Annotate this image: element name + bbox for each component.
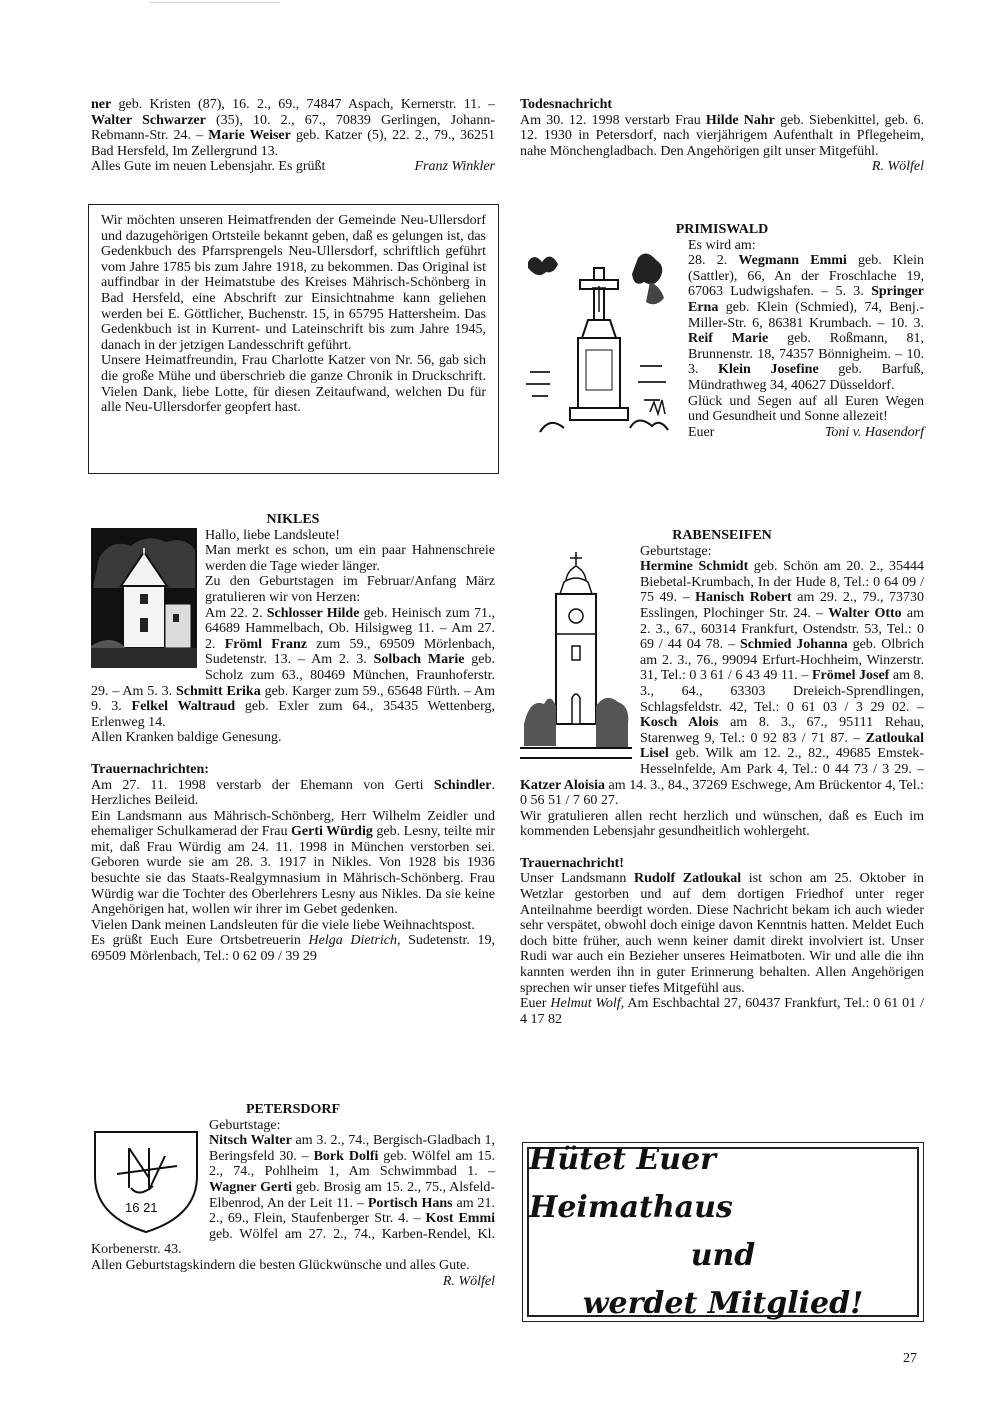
slogan-line-2: und [690,1238,756,1273]
petersdorf-section [91,1102,495,1289]
crest-emblem [91,1126,201,1236]
mourning-title: Trauernachricht! [520,855,624,871]
closing-text: Allen Geburtstagskindern die besten Glückwünsche und alles Gute. [91,1257,470,1273]
section-subtitle: Geburtstage: [209,1117,281,1133]
wishes: Glück und Segen auf all Euren Wegen und Gesundheit und Sonne allezeit! [688,393,924,425]
signature-line: R. Wölfel [442,1273,495,1289]
mourning-title: Trauernachrichten: [91,761,209,777]
mourning-2: Ein Landsmann aus Mährisch-Schönberg, Herr Wilhelm Zeidler und ehemaliger Schulkamerad der Frau Gerti Würdig geb. Lesny, teilte mir mit, daß Frau Würdig am 24. 11. 1998 in München verstorben sei. Geboren wurde sie am 28. 3. 1917 in Nikles. Von 1928 bis 1936 besuchte sie das Staats-Realgymnasium in Mährisch-Schönberg. Frau Würdig war die Tochter des Oberlehrers Lesny aus Nikles. Da sie keine Angehörigen hat, wollen wir ihrer im Gebet gedenken. [91,808,496,918]
rabenseifen-section [520,528,924,1027]
church-tower-image [91,528,197,668]
slogan-line-3: werdet Mitglied! [582,1286,864,1321]
birthday-list: 28. 2. Wegmann Emmi geb. Klein (Sattler), 66, An der Froschlache 19, 67063 Ludwigshafen. – 5. 3. Springer Erna geb. Klein (Schmied), 74, Benj.-Miller-Str. 6, 86381 Krumbach. – 10. 3. Reif Marie geb. Roßmann, 81, Brunnenstr. 18, 74357 Bönnigheim. – 10. 3. Klein Josefine geb. Barfuß, Mündrathweg 34, 40627 Düsseldorf. [688,253,925,393]
nikles-section [91,512,495,965]
mourning-text: Unser Landsmann Rudolf Zatloukal ist schon am 25. Oktober in Wetzlar gestorben und auf dem dortigen Friedhof unter reger Anteilnahme beerdigt worden. Diese Nachricht bekam ich auch wieder sehr verspätet, obwohl doch einige davon Kenntnis hatten. Meldet Euch doch bitte früher, auch wenn keiner damit direkt involviert ist. Unser Rudi war auch ein Bezieher unseres Heimatboten. Wir und alle die ihn kannten werden ihn in guter Erinnerung behalten. Allen Angehörigen sprechen wir unser tiefes Mitgefühl aus. [520,871,924,996]
notice-box [88,204,499,474]
primiswald-section [520,222,924,444]
greeting: Hallo, liebe Landsleute! [205,527,340,543]
notice-paragraph-1: Wir möchten unseren Heimatfrenden der Gemeinde Neu-Ullersdorf und dazugehörigen Ortsteile bekannt geben, daß es gelungen ist, das Gedenkbuch des Pfarrsprengels Neu-Ullersdorf, schriftlich geführt vom Jahre 1785 bis zum Jahre 1918, zu bekommen. Das Original ist auffindbar in der Heimatstube des Kreises Mährisch-Schönberg in Bad Hersfeld, eine Abschrift zur Einsichtnahme kann geliehen werden bei E. Göttlicher, Buchenstr. 15, in 65795 Hattersheim. Das Gedenkbuch ist in Kurrent- und Lateinschrift bis zum Jahre 1945, danach in der jetzigen Landesschrift geführt. [101,213,486,353]
intro-text-2: Zu den Geburtstagen im Februar/Anfang März gratulieren wir von Herzen: [205,574,495,605]
thanks: Vielen Dank meinen Landsleuten für die viele liebe Weihnachtspost. [91,917,475,933]
slogan-frame [527,1142,919,1321]
crest-year: 16 21 [125,1199,158,1215]
section-title: PRIMISWALD [675,222,769,237]
section-title: RABENSEIFEN [672,528,772,543]
birthday-list: Nitsch Walter am 3. 2., 74., Bergisch-Gladbach 1, Beringsfeld 30. – Bork Dolfi geb. Wölfel am 15. 2., 74., Pohlheim 1, Am Schwimmbad 1. – Wagner Gerti geb. Brosig am 15. 2., 75., Alsfeld-Elbenrod, An der Leit 11. – Portisch Hans am 21. 2., 69., Flein, Staufenberger Str. 4. – Kost Emmi geb. Wölfel am 27. 2., 74., Karben-Rendel, Kl. Korbenerstr. 43. [91,1133,496,1258]
todesnachricht-section [520,97,924,175]
signature-line: Alles Gute im neuen Lebensjahr. Es grüßt Franz Winkler [91,159,495,175]
mourning-1: Am 27. 11. 1998 verstarb der Ehemann von Gerti Schindler. Herzliches Beileid. [91,777,495,809]
section-title: PETERSDORF [245,1102,341,1117]
signature-line: R. Wölfel [871,159,924,175]
wayside-cross-image [520,242,680,442]
intro-text: Man merkt es schon, um ein paar Hahnenschreie werden die Tage wieder länger. [205,543,495,574]
death-notice: Am 30. 12. 1998 verstarb Frau Hilde Nahr geb. Siebenkittel, geb. 6. 12. 1930 in Petersdorf, nach vierjährigem Aufenthalt in Pflegeheim, nahe Mönchengladbach. Den Angehörigen gilt unser Mitgefühl. [520,112,924,159]
scan-edge-line [150,2,280,3]
notice-paragraph-2: Unsere Heimatfreundin, Frau Charlotte Katzer von Nr. 56, gab sich die große Mühe und überschrieb die ganze Chronik in Druckschrift. Vielen Dank, liebe Lotte, für diesen Zeitaufwand, welchen Du für alle Neu-Ullersdorfer geopfert hast. [101,353,486,416]
signature: Euer Helmut Wolf, Am Eschbachtal 27, 60437 Frankfurt, Tel.: 0 61 01 / 4 17 82 [520,996,924,1027]
section-subtitle: Geburtstage: [640,543,712,559]
slogan-box [522,1142,924,1322]
section-subtitle: Es wird am: [688,237,756,253]
section-title: NIKLES [266,512,320,527]
birthday-list-continued: ner geb. Kristen (87), 16. 2., 69., 74847 Aspach, Kernerstr. 11. – Walter Schwarzer (35), 10. 2., 67., 70839 Gerlingen, Johann-Rebmann-Str. 24. – Marie Weiser geb. Katzer (5), 22. 2., 79., 36251 Bad Hersfeld, Im Zellergrund 13. [91,97,496,159]
wishes: Wir gratulieren allen recht herzlich und wünschen, daß es Euch im kommenden Lebensjahr gesundheitlich wohlergeht. [520,808,924,840]
church-drawing [520,548,632,768]
signature-line: Euer Toni v. Hasendorf [688,424,924,440]
sick-wishes: Allen Kranken baldige Genesung. [91,730,282,746]
page-number: 27 [903,1351,917,1366]
birthday-list: Hermine Schmidt geb. Schön am 20. 2., 35444 Biebetal-Krumbach, In der Hude 8, Tel.: 0 64 09 / 75 49. – Hanisch Robert am 29. 2., 79., 73730 Esslingen, Plochinger Str. 24. – Walter Otto am 2. 3., 67., 60314 Frankfurt, Ostendstr. 53, Tel.: 0 69 / 44 04 78. – Schmied Johanna geb. Olbrich am 2. 3., 76., 99094 Erfurt-Hochheim, Winzerstr. 31, Tel.: 0 3 61 / 6 43 49 11. – Frömel Josef am 8. 3., 64., 63303 Dreieich-Sprendlingen, Schlagsfeldstr. 42, Tel.: 0 61 03 / 3 29 02. – Kosch Alois am 8. 3., 67., 95111 Rehau, Starenweg 9, Tel.: 0 92 83 / 71 87. – Zatloukal Lisel geb. Wilk am 12. 2., 82., 49685 Emstek-Hesselnfelde, Am Park 4, Tel.: 0 44 73 / 3 29. – Katzer Aloisia am 14. 3., 84., 37269 Eschwege, Am Brückentor 4, Tel.: 0 56 51 / 7 60 27. [520,559,925,809]
section-title: Todesnachricht [520,97,613,112]
left-top-section [91,97,495,175]
birthday-list: Am 22. 2. Schlosser Hilde geb. Heinisch zum 71., 64689 Hammelbach, Ob. Hilsigweg 11. – Am 27. 2. Fröml Franz zum 59., 69509 Mörlenbach, Sudetenstr. 13. – Am 2. 3. Solbach Marie geb. Scholz zum 63., 80469 München, Fraunhoferstr. 29. – Am 5. 3. Schmitt Erika geb. Karger zum 59., 65648 Fürth. – Am 9. 3. Felkel Waltraud geb. Exler zum 64., 35435 Wettenberg, Erlenweg 14. [91,605,496,730]
slogan-line-1: Hütet Euer Heimathaus [529,1142,733,1225]
signature: Es grüßt Euch Eure Ortsbetreuerin Helga Dietrich, Sudetenstr. 19, 69509 Mörlenbach, Tel.: 0 62 09 / 39 29 [91,933,495,965]
